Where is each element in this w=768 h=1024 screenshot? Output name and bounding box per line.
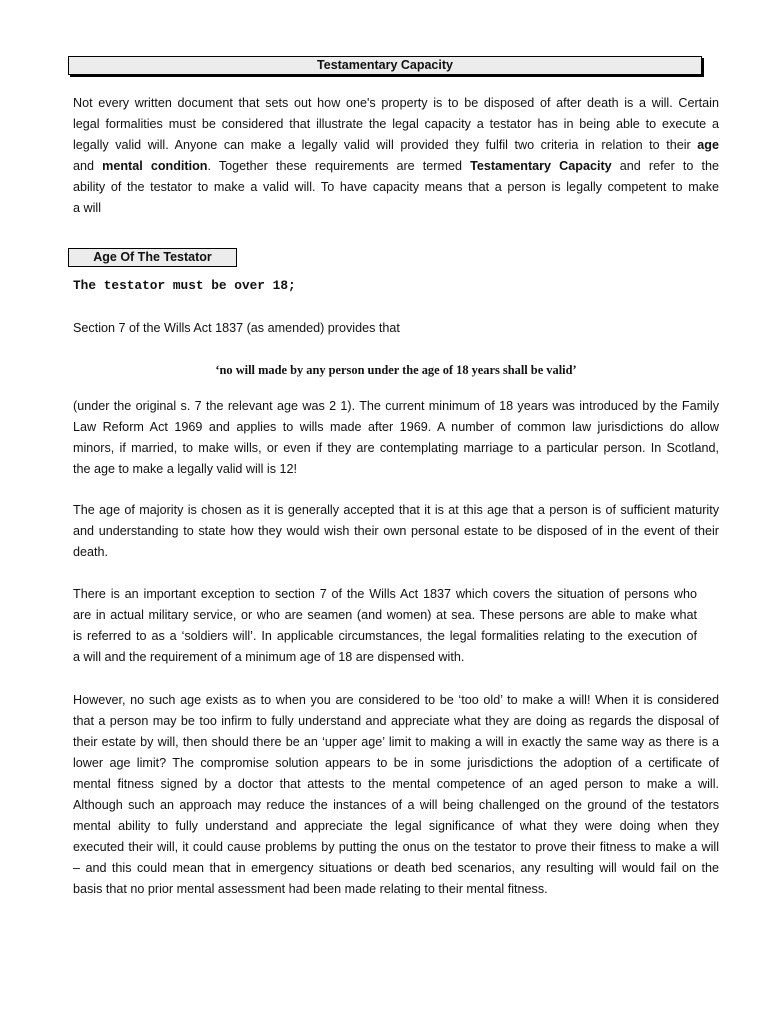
paragraph-line: the age to make a legally valid will is 12!	[73, 462, 298, 476]
section-reference-line: Section 7 of the Wills Act 1837 (as amended) provides that	[73, 321, 400, 335]
intro-line: a will	[73, 201, 101, 215]
paragraph-soldiers-will	[73, 584, 697, 668]
paragraph-line: minors, if married, to make wills, or even if they are contemplating marriage to a particular person. In Scotland,	[73, 441, 719, 455]
document-title: Testamentary Capacity	[68, 56, 702, 75]
intro-line	[73, 135, 719, 156]
paragraph-line: However, no such age exists as to when you are considered to be ‘too old’ to make a will! When it is considered	[73, 693, 719, 707]
paragraph-line: – and this could mean that in emergency situations or death bed scenarios, any resulting will would fail on the	[73, 861, 719, 875]
paragraph-line: are in actual military service, or who are seamen (and women) at sea. These persons are able to make what	[73, 608, 697, 622]
paragraph-line: There is an important exception to section 7 of the Wills Act 1837 which covers the situation of persons who	[73, 587, 697, 601]
intro-line	[73, 156, 719, 177]
paragraph-line: a will and the requirement of a minimum age of 18 are dispensed with.	[73, 650, 465, 664]
paragraph-line: basis that no prior mental assessment had been made relating to their mental fitness.	[73, 882, 548, 896]
paragraph-line: (under the original s. 7 the relevant age was 2 1). The current minimum of 18 years was introduced by the Family	[73, 399, 719, 413]
paragraph-line: that a person may be too infirm to fully understand and appreciate what they are doing as regards the disposal of	[73, 714, 719, 728]
intro-line: legal formalities must be considered that illustrate the legal capacity a testator has in being able to execute a	[73, 117, 719, 131]
intro-text: and	[73, 159, 103, 173]
intro-line: ability of the testator to make a valid will. To have capacity means that a person is legally competent to make	[73, 180, 719, 194]
paragraph-line: is referred to as a ‘soldiers will’. In applicable circumstances, the legal formalities relating to the execution of	[73, 629, 697, 643]
intro-line: Not every written document that sets out how one's property is to be disposed of after death is a will. Certain	[73, 96, 719, 110]
age-term: age	[697, 138, 719, 152]
paragraph-line: death.	[73, 545, 109, 559]
paragraph-line: The age of majority is chosen as it is generally accepted that it is at this age that a person is of sufficient maturity	[73, 503, 719, 517]
paragraph-line: Law Reform Act 1969 and applies to wills made after 1969. A number of common law jurisdictions do allow	[73, 420, 719, 434]
testamentary-capacity-term: Testamentary Capacity	[470, 159, 612, 173]
paragraph-upper-age	[73, 690, 719, 900]
paragraph-line: executed their will, it could cause problems by putting the onus on the testator to prove their fitness to make a will	[73, 840, 719, 854]
paragraph-line: Although such an approach may reduce the instances of a will being challenged on the ground of the testators	[73, 798, 719, 812]
rule-statement: The testator must be over 18;	[73, 278, 296, 293]
intro-text: legally valid will. Anyone can make a legally valid will provided they fulfil two criteria in relation to their	[73, 138, 698, 152]
section-heading: Age Of The Testator	[68, 248, 237, 267]
intro-paragraph	[73, 93, 719, 219]
paragraph-original-age	[73, 396, 719, 480]
intro-text: . Together these requirements are termed	[207, 159, 471, 173]
paragraph-line: and understanding to state how they would wish their own personal estate to be disposed of in the event of their	[73, 524, 719, 538]
paragraph-line: their estate by will, then should there be an ‘upper age’ limit to making a will in exactly the same way as there is a	[73, 735, 719, 749]
paragraph-line: mental ability to fully understand and appreciate the legal significance of what they were doing when they	[73, 819, 719, 833]
paragraph-line: mental fitness signed by a doctor that attests to the mental competence of an aged person to make a will.	[73, 777, 719, 791]
intro-text: and refer to the	[611, 159, 719, 173]
paragraph-age-of-majority	[73, 500, 719, 563]
statute-quote: ‘no will made by any person under the age of 18 years shall be valid’	[215, 363, 577, 377]
section-reference	[73, 318, 719, 339]
paragraph-line: lower age limit? The compromise solution appears to be in some jurisdictions the adoption of a certificate of	[73, 756, 719, 770]
mental-condition-term: mental condition	[102, 159, 208, 173]
